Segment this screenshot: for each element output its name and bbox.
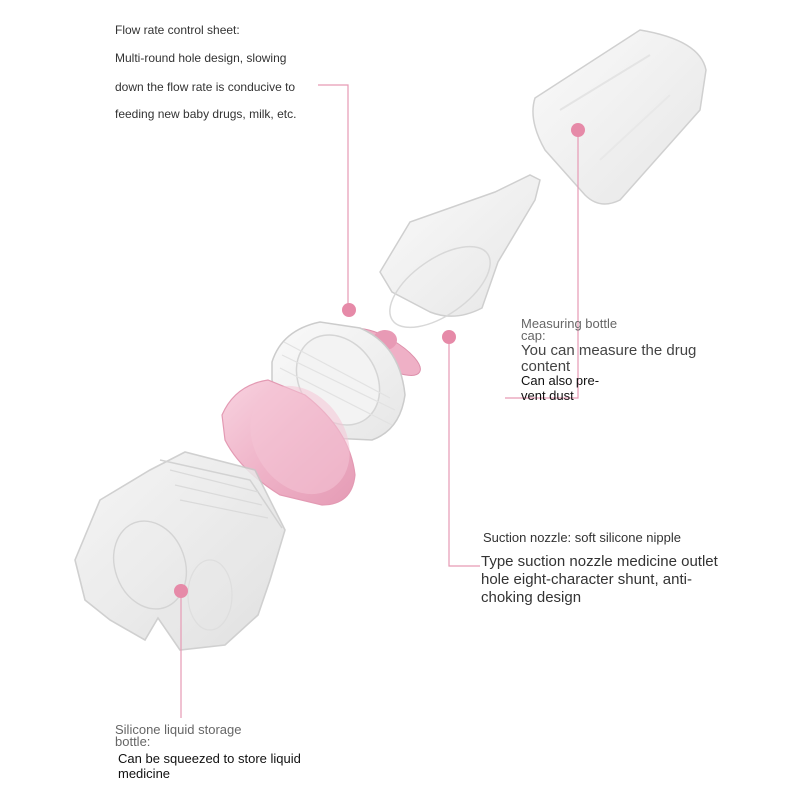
- nozzle-marker: [442, 330, 456, 344]
- measuring-cap-part: [533, 30, 706, 204]
- suction-nozzle-title: Suction nozzle: soft silicone nipple: [483, 530, 682, 545]
- measuring-cap-title: Measuring bottle cap:: [521, 316, 618, 343]
- storage-bottle-title: Silicone liquid storage bottle:: [115, 722, 242, 749]
- flow-rate-line-1: Multi-round hole design, slowing: [115, 51, 287, 65]
- measuring-cap-desc: You can measure the drug content: [521, 342, 697, 375]
- suction-nozzle-desc: Type suction nozzle medicine outlet hole eight-character shunt, anti-choking design: [481, 553, 718, 606]
- flow-rate-title: Flow rate control sheet:: [115, 23, 240, 37]
- flow-rate-line-2: down the flow rate is conducive to: [115, 80, 296, 94]
- cap-marker: [571, 123, 585, 137]
- suction-nipple-part: [376, 175, 540, 343]
- bottle-marker: [174, 584, 188, 598]
- nozzle-callout-line: [449, 338, 480, 566]
- flow-rate-line-3: feeding new baby drugs, milk, etc.: [115, 107, 297, 121]
- storage-bottle-part: [75, 452, 285, 650]
- measuring-cap-extra: Can also pre- vent dust: [521, 373, 600, 403]
- storage-bottle-desc: Can be squeezed to store liquid medicine: [118, 751, 301, 781]
- flow-rate-marker: [342, 303, 356, 317]
- flow-rate-callout-line: [318, 85, 348, 308]
